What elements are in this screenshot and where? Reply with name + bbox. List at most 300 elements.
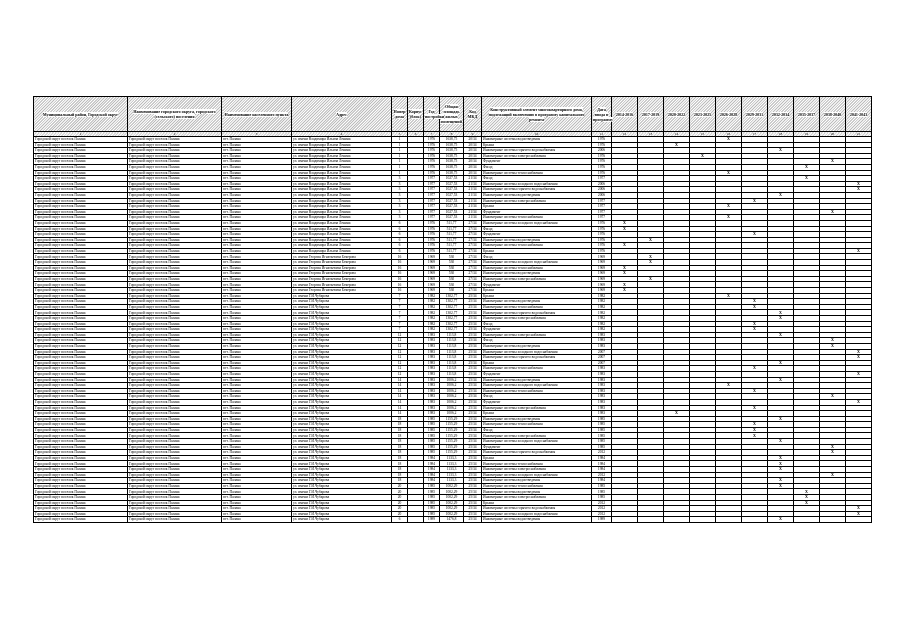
table-cell: ул. имени Г.И.Чубарова (292, 327, 392, 333)
period-mark-cell: X (716, 204, 742, 210)
column-header-label: Корпус (блок) (409, 109, 422, 119)
table-cell: 18 (392, 422, 408, 428)
table-cell: 1976 (592, 237, 612, 243)
table-cell: 16 (392, 265, 408, 271)
table-cell: Городской округ поселок Палана (34, 394, 128, 400)
table-cell: 14 (392, 383, 408, 389)
column-header-label: 2020-2022 (667, 111, 686, 117)
table-cell: ул. имени Г.И.Чубарова (292, 450, 392, 456)
table-cell: Городской округ поселок Палана (128, 467, 222, 473)
period-mark-cell: X (820, 338, 846, 344)
table-cell: ул. имени Г.И.Чубарова (292, 405, 392, 411)
table-cell: ул. имени Г.И.Чубарова (292, 304, 392, 310)
table-cell: пгт. Палана (222, 338, 292, 344)
period-mark-cell (742, 517, 768, 523)
table-cell: 1976 (424, 137, 440, 143)
table-cell: Городской округ поселок Палана (34, 220, 128, 226)
table-cell: Городской округ поселок Палана (128, 455, 222, 461)
table-cell: пгт. Палана (222, 399, 292, 405)
table-cell: 1985 (592, 444, 612, 450)
period-mark-cell: X (820, 472, 846, 478)
column-header (408, 97, 424, 132)
period-mark-cell: X (794, 164, 820, 170)
period-mark-cell: X (820, 450, 846, 456)
table-cell: 25/34 (464, 360, 482, 366)
table-cell: пгт. Палана (222, 282, 292, 288)
table-cell: Инженерные системы водоотведения (482, 416, 592, 422)
table-cell: 1976 (424, 232, 440, 238)
table-cell: 20 (392, 506, 408, 512)
table-cell: ул. имени Г.И.Чубарова (292, 293, 392, 299)
table-cell: 20 (392, 495, 408, 501)
table-cell: 1976 (424, 142, 440, 148)
table-cell: Городской округ поселок Палана (128, 394, 222, 400)
period-mark-cell: X (820, 343, 846, 349)
table-cell: Городской округ поселок Палана (128, 472, 222, 478)
table-cell: ул. имени Г.И.Чубарова (292, 427, 392, 433)
table-cell: Городской округ поселок Палана (128, 176, 222, 182)
table-cell: 1977 (592, 204, 612, 210)
table-cell: 20/34 (464, 148, 482, 154)
table-cell: Городской округ поселок Палана (34, 288, 128, 294)
table-cell: 1985 (592, 427, 612, 433)
table-cell: пгт. Палана (222, 478, 292, 484)
table-cell: Городской округ поселок Палана (34, 338, 128, 344)
table-cell: Инженерные системы электроснабжения (482, 433, 592, 439)
table-cell: пгт. Палана (222, 293, 292, 299)
table-cell: Городской округ поселок Палана (34, 366, 128, 372)
table-cell: 21/34 (464, 192, 482, 198)
table-cell: 1977 (592, 215, 612, 221)
table-cell: 3 (392, 198, 408, 204)
table-cell: 21/34 (464, 209, 482, 215)
table-cell: Инженерные системы электроснабжения (482, 316, 592, 322)
period-mark-cell: X (742, 388, 768, 394)
table-cell: 1983 (424, 411, 440, 417)
table-cell: 1976 (592, 243, 612, 249)
table-cell: 25/34 (464, 304, 482, 310)
table-cell: Городской округ поселок Палана (128, 495, 222, 501)
table-cell: 1027,53 (440, 198, 464, 204)
column-number: 2 (128, 132, 222, 137)
table-cell: пгт. Палана (222, 411, 292, 417)
table-cell: Городской округ поселок Палана (128, 243, 222, 249)
table-cell: Городской округ поселок Палана (128, 355, 222, 361)
table-cell: ул. имени Владимира Ильича Ленина (292, 176, 392, 182)
period-mark-cell: X (846, 506, 872, 512)
table-cell: 1977 (424, 204, 440, 210)
table-cell: Городской округ поселок Палана (128, 433, 222, 439)
table-cell: 1984 (592, 455, 612, 461)
table-cell: 1985 (424, 433, 440, 439)
column-header-label: 2017-2019 (641, 111, 660, 117)
column-header (638, 97, 664, 132)
table-cell: 1113,8 (440, 366, 464, 372)
table-cell: 3 (392, 209, 408, 215)
table-cell: Фундамент (482, 371, 592, 377)
table-cell: Городской округ поселок Палана (128, 377, 222, 383)
period-mark-cell: X (846, 181, 872, 187)
table-cell: Городской округ поселок Палана (128, 399, 222, 405)
table-cell: Городской округ поселок Палана (34, 483, 128, 489)
table-cell: 1985 (424, 489, 440, 495)
table-cell: 1983 (592, 338, 612, 344)
period-mark-cell: X (612, 243, 638, 249)
table-cell: Городской округ поселок Палана (34, 276, 128, 282)
table-cell: Городской округ поселок Палана (128, 204, 222, 210)
table-cell: 25/34 (464, 343, 482, 349)
table-cell: Городской округ поселок Палана (128, 461, 222, 467)
column-number: 16 (716, 132, 742, 137)
table-cell: 511,77 (440, 226, 464, 232)
table-cell: ул. имени Георгия Игнатьевича Бекерова (292, 282, 392, 288)
period-mark-cell: X (820, 444, 846, 450)
table-cell: 1638,75 (440, 148, 464, 154)
table-cell: 1983 (592, 411, 612, 417)
table-cell: 1977 (424, 209, 440, 215)
table-cell: 1983 (424, 399, 440, 405)
period-mark-cell: X (612, 271, 638, 277)
table-cell: пгт. Палана (222, 394, 292, 400)
table-cell: 12 (392, 332, 408, 338)
table-cell: 1002,29 (440, 483, 464, 489)
column-header-label: 2029-2031 (745, 111, 764, 117)
table-cell: 1983 (424, 405, 440, 411)
table-cell: 511,77 (440, 243, 464, 249)
table-cell: 6 (392, 517, 408, 523)
table-cell: ул. имени Георгия Игнатьевича Бекерова (292, 260, 392, 266)
table-cell: Городской округ поселок Палана (34, 304, 128, 310)
table-cell: Фундамент (482, 159, 592, 165)
table-cell: Городской округ поселок Палана (34, 489, 128, 495)
table-cell: Городской округ поселок Палана (34, 355, 128, 361)
table-cell: пгт. Палана (222, 215, 292, 221)
table-cell: 1006,2 (440, 377, 464, 383)
table-cell: Городской округ поселок Палана (34, 243, 128, 249)
table-cell: пгт. Палана (222, 237, 292, 243)
column-header (690, 97, 716, 132)
table-cell: Городской округ поселок Палана (34, 349, 128, 355)
table-cell: Городской округ поселок Палана (34, 511, 128, 517)
table-cell: 1969 (592, 271, 612, 277)
table-cell: 7 (392, 310, 408, 316)
table-cell: Городской округ поселок Палана (128, 383, 222, 389)
period-mark-cell: X (768, 148, 794, 154)
period-mark-cell: X (742, 304, 768, 310)
table-cell: 25/34 (464, 371, 482, 377)
column-header (424, 97, 445, 132)
table-cell: Городской округ поселок Палана (128, 371, 222, 377)
column-header-label: Наименование населенного пункта (224, 111, 289, 117)
table-cell: 14 (392, 388, 408, 394)
table-cell: Городской округ поселок Палана (128, 422, 222, 428)
column-header-label: 2032-2034 (771, 111, 790, 117)
table-cell: Городской округ поселок Палана (34, 198, 128, 204)
table-cell: Городской округ поселок Палана (34, 137, 128, 143)
column-header (392, 97, 408, 132)
table-cell: Городской округ поселок Палана (34, 232, 128, 238)
table-cell: 511,77 (440, 237, 464, 243)
column-header (820, 97, 846, 132)
period-mark-cell (846, 517, 872, 523)
table-cell: пгт. Палана (222, 422, 292, 428)
table-cell: 1984 (424, 478, 440, 484)
column-header (34, 97, 128, 132)
table-cell: 1638,75 (440, 170, 464, 176)
table-row (34, 517, 872, 523)
table-cell: 21/34 (464, 198, 482, 204)
table-cell: пгт. Палана (222, 159, 292, 165)
table-cell: 1002,29 (440, 489, 464, 495)
table-cell: 25/34 (464, 500, 482, 506)
table-cell: Городской округ поселок Палана (128, 483, 222, 489)
table-cell: Городской округ поселок Палана (34, 444, 128, 450)
table-cell: Городской округ поселок Палана (34, 500, 128, 506)
period-mark-cell (664, 517, 690, 523)
period-mark-cell: X (638, 254, 664, 260)
table-cell: Инженерные системы водоотведения (482, 299, 592, 305)
table-cell: 1302,77 (440, 299, 464, 305)
table-cell: ул. имени Г.И.Чубарова (292, 472, 392, 478)
table-cell: Городской округ поселок Палана (128, 137, 222, 143)
table-cell: 25/34 (464, 461, 482, 467)
table-cell: 1983 (424, 355, 440, 361)
table-cell: 20 (392, 483, 408, 489)
table-cell: Городской округ поселок Палана (34, 181, 128, 187)
table-cell: 1976 (592, 170, 612, 176)
table-cell: ул. имени Г.И.Чубарова (292, 388, 392, 394)
table-cell: 25/34 (464, 383, 482, 389)
table-cell: 1302,77 (440, 327, 464, 333)
table-cell: 27/34 (464, 265, 482, 271)
table-cell: Городской округ поселок Палана (34, 148, 128, 154)
table-cell: 7 (392, 304, 408, 310)
table-cell: Инженерные системы электроснабжения (482, 276, 592, 282)
table-cell: 1985 (424, 427, 440, 433)
table-cell: 25/34 (464, 338, 482, 344)
table-cell: ул. имени Владимира Ильича Ленина (292, 181, 392, 187)
table-cell: ул. имени Г.И.Чубарова (292, 439, 392, 445)
column-number: 20 (820, 132, 846, 137)
table-cell: 2012 (592, 450, 612, 456)
table-cell: Городской округ поселок Палана (128, 416, 222, 422)
table-cell: 20 (392, 511, 408, 517)
table-cell: пгт. Палана (222, 489, 292, 495)
table-cell: Городской округ поселок Палана (34, 383, 128, 389)
column-header-label: Общая площадь жилых помещений (441, 104, 462, 124)
table-cell: Городской округ поселок Палана (34, 226, 128, 232)
table-cell: 1983 (592, 377, 612, 383)
table-cell: Городской округ поселок Палана (128, 198, 222, 204)
period-mark-cell: X (768, 439, 794, 445)
table-cell: 14 (392, 411, 408, 417)
table-cell: пгт. Палана (222, 483, 292, 489)
table-cell: 1982 (592, 321, 612, 327)
table-cell: 1985 (592, 422, 612, 428)
table-cell: 1985 (592, 495, 612, 501)
table-cell: Инженерные системы водоотведения (482, 489, 592, 495)
table-cell: 25/34 (464, 467, 482, 473)
table-cell: Фасад (482, 338, 592, 344)
column-header (794, 97, 820, 132)
table-cell: 1983 (424, 338, 440, 344)
table-cell: 530 (440, 288, 464, 294)
table-cell: 1983 (592, 394, 612, 400)
column-header-label: Муниципальный район, Городской округ (42, 111, 119, 117)
table-cell: 1113,8 (440, 332, 464, 338)
column-number: 9 (464, 132, 482, 137)
period-mark-cell: X (768, 467, 794, 473)
table-cell: 2006 (592, 181, 612, 187)
table-cell: 1155,29 (440, 416, 464, 422)
table-cell: Городской округ поселок Палана (128, 299, 222, 305)
table-cell: 1006,2 (440, 394, 464, 400)
table-cell: 12 (392, 355, 408, 361)
table-cell: пгт. Палана (222, 416, 292, 422)
table-cell: Городской округ поселок Палана (34, 450, 128, 456)
table-cell: 25/34 (464, 332, 482, 338)
table-cell: 1976 (592, 137, 612, 143)
table-cell: Городской округ поселок Палана (34, 371, 128, 377)
table-cell: ул. имени Георгия Игнатьевича Бекерова (292, 276, 392, 282)
column-header-label: Конструктивный элемент многоквартирного дома, подлежащий включению в программу капитального ремонта (488, 106, 585, 122)
table-cell: 1027,53 (440, 176, 464, 182)
table-cell: Городской округ поселок Палана (34, 170, 128, 176)
table-cell: 14 (392, 377, 408, 383)
table-cell: 3 (392, 187, 408, 193)
table-cell: Инженерные системы холодного водоснабжения (482, 383, 592, 389)
table-cell: 1155,29 (440, 450, 464, 456)
column-number: 13 (638, 132, 664, 137)
period-mark-cell: X (638, 276, 664, 282)
table-cell: ул. имени Владимира Ильича Ленина (292, 204, 392, 210)
table-cell: пгт. Палана (222, 349, 292, 355)
table-cell: Инженерные системы горячего водоснабжения (482, 148, 592, 154)
table-cell: Крыша (482, 455, 592, 461)
table-cell: 1982 (592, 316, 612, 322)
period-mark-cell (690, 517, 716, 523)
period-mark-cell: X (612, 220, 638, 226)
period-mark-cell: X (768, 332, 794, 338)
table-cell: 25/34 (464, 478, 482, 484)
table-cell: 25/34 (464, 517, 482, 523)
table-cell: ул. имени Владимира Ильича Ленина (292, 192, 392, 198)
table-cell: ул. имени Владимира Ильича Ленина (292, 232, 392, 238)
table-cell: Инженерные системы горячего водоснабжения (482, 506, 592, 512)
table-cell: пгт. Палана (222, 176, 292, 182)
table-cell: пгт. Палана (222, 304, 292, 310)
table-cell: 25/34 (464, 349, 482, 355)
table-cell: 20 (392, 489, 408, 495)
period-mark-cell: X (794, 489, 820, 495)
period-mark-cell: X (742, 427, 768, 433)
period-mark-cell: X (768, 377, 794, 383)
table-cell: 1983 (424, 360, 440, 366)
period-mark-cell: X (716, 170, 742, 176)
table-cell: пгт. Палана (222, 198, 292, 204)
table-cell: Городской округ поселок Палана (128, 489, 222, 495)
table-cell: 1984 (592, 461, 612, 467)
table-cell: пгт. Палана (222, 327, 292, 333)
table-cell: 6 (392, 237, 408, 243)
table-cell: 1155,29 (440, 427, 464, 433)
table-cell: 2006 (592, 148, 612, 154)
table-cell: 1983 (424, 343, 440, 349)
table-cell: Городской округ поселок Палана (128, 232, 222, 238)
table-cell: 14 (392, 405, 408, 411)
table-cell: Инженерные системы холодного водоснабжения (482, 220, 592, 226)
table-cell: 21/34 (464, 187, 482, 193)
period-mark-cell: X (664, 411, 690, 417)
table-cell: 511,77 (440, 220, 464, 226)
table-cell: Городской округ поселок Палана (128, 304, 222, 310)
table-cell: Крыша (482, 293, 592, 299)
period-mark-cell: X (794, 495, 820, 501)
table-cell: Фундамент (482, 444, 592, 450)
table-cell: Инженерные системы водоотведения (482, 137, 592, 143)
table-cell: ул. имени Георгия Игнатьевича Бекерова (292, 271, 392, 277)
table-cell: ул. имени Г.И.Чубарова (292, 461, 392, 467)
table-cell: Городской округ поселок Палана (34, 159, 128, 165)
table-cell: 1976 (424, 248, 440, 254)
table-cell: ул. имени Г.И.Чубарова (292, 506, 392, 512)
table-cell: ул. имени Владимира Ильича Ленина (292, 137, 392, 143)
period-mark-cell: X (664, 142, 690, 148)
table-cell: 1983 (592, 366, 612, 372)
column-header (592, 97, 612, 132)
table-cell: 1638,75 (440, 137, 464, 143)
table-cell: 25/34 (464, 506, 482, 512)
table-cell: Городской округ поселок Палана (34, 293, 128, 299)
table-cell: 1984 (424, 461, 440, 467)
period-mark-cell: X (768, 455, 794, 461)
table-cell: 1969 (424, 260, 440, 266)
table-cell: 6 (392, 220, 408, 226)
table-cell: 12 (392, 338, 408, 344)
table-cell: Городской округ поселок Палана (34, 461, 128, 467)
period-mark-cell: X (846, 349, 872, 355)
period-mark-cell: X (768, 360, 794, 366)
period-mark-cell: X (846, 248, 872, 254)
table-cell: 1976 (592, 164, 612, 170)
table-cell: 1982 (424, 327, 440, 333)
table-cell: 1027,53 (440, 192, 464, 198)
table-cell: пгт. Палана (222, 243, 292, 249)
table-cell (408, 517, 424, 523)
table-cell: 1985 (424, 444, 440, 450)
table-cell: пгт. Палана (222, 187, 292, 193)
table-cell: Городской округ поселок Палана (128, 405, 222, 411)
table-cell: 530 (440, 254, 464, 260)
table-cell: 25/34 (464, 321, 482, 327)
table-cell: Городской округ поселок Палана (128, 192, 222, 198)
table-cell: ул. имени Георгия Игнатьевича Бекерова (292, 254, 392, 260)
table-cell: 1983 (424, 371, 440, 377)
table-cell: пгт. Палана (222, 405, 292, 411)
table-cell: 1 (392, 153, 408, 159)
period-mark-cell: X (742, 321, 768, 327)
table-cell: 1969 (424, 288, 440, 294)
table-cell: Инженерные системы теплоснабжения (482, 366, 592, 372)
period-mark-cell: X (768, 310, 794, 316)
table-cell: 1982 (592, 293, 612, 299)
table-cell: 530 (440, 276, 464, 282)
table-cell: ул. имени Г.И.Чубарова (292, 316, 392, 322)
table-cell: ул. имени Г.И.Чубарова (292, 338, 392, 344)
table-cell: 1133,3 (440, 467, 464, 473)
table-cell: 1969 (424, 271, 440, 277)
table-cell: 1 (392, 170, 408, 176)
